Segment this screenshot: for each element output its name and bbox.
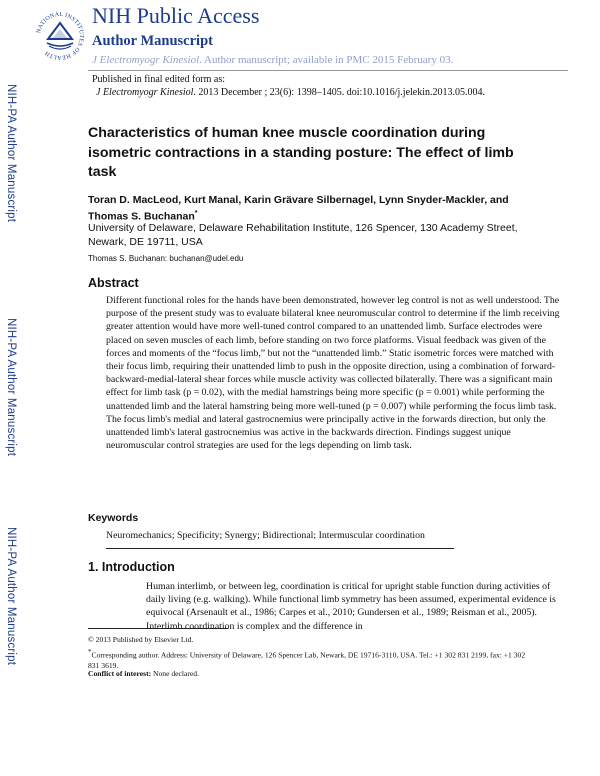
abstract-body	[106, 294, 561, 452]
seal-text: NATIONAL INSTITUTES OF HEALTH	[36, 11, 85, 61]
authors-text: Toran D. MacLeod, Kurt Manal, Karin Grävare Silbernagel, Lynn Snyder-Mackler, and Thomas S. Buchanan	[88, 194, 509, 223]
conflict-label: Conflict of interest:	[88, 669, 152, 678]
introduction-body	[146, 580, 558, 633]
sidebar-label: NIH-PA Author Manuscript	[5, 527, 17, 666]
footnote-divider	[88, 628, 228, 629]
header-subtitle: Author Manuscript	[92, 33, 213, 49]
nih-sidebar	[2, 0, 26, 776]
footnote-mark: *	[88, 648, 92, 656]
availability-text: . Author manuscript; available in PMC 2015 February 03.	[199, 54, 454, 66]
abstract-text: Different functional roles for the hands have been demonstrated, however leg control is not as well understood. The purpose of the present study was to evaluate bilateral knee neuromuscular control to determine if the limb receiving greater attention would have more well-tuned control compared to an unattended limb. Surface electrodes were placed on seven muscles of each limb, before standing on two force platforms. Visual feedback was given of the forces and moments of the “focus limb,” but not the “unattended limb.” Static isometric forces were matched with their focus limb, requiring their unattended limb to push in the opposite direction, using a combination of forward-backward-medial-lateral shear forces while muscle activity was collected bilaterally. There was a significant main effect for limb task (p = 0.02), with the medial hamstrings being more specific (p = 0.001) while performing the unattended limb and the lateral hamstring being more well-tuned (p = 0.007) while performing the focus limb task. The focus limb's medial and lateral gastrocnemius were principally active in the forwards direction, but only the unattended limb's lateral gastrocnemius was active in the backwards direction. Findings suggest unique neuromuscular control strategies are used for the legs depending on limb task.	[106, 295, 560, 452]
keywords-divider	[106, 548, 454, 549]
introduction-text: Human interlimb, or between leg, coordination is critical for upright stable function during activities of daily living (e.g. walking). While functional limb symmetry has been assumed, experimental evidence is equivocal (Arsenault et al., 1986; Carpes et al., 2010; Gundersen et al., 1989; Reisman et al., 2005). Interlimb coordination is complex and the difference in	[146, 581, 556, 632]
author-email: Thomas S. Buchanan: buchanan@udel.edu	[88, 254, 244, 263]
citation	[96, 87, 485, 98]
header-divider	[88, 70, 568, 71]
keywords-list: Neuromechanics; Specificity; Synergy; Bidirectional; Intermuscular coordination	[106, 530, 425, 541]
keywords-heading: Keywords	[88, 512, 139, 524]
citation-details: . 2013 December ; 23(6): 1398–1405. doi:10.1016/j.jelekin.2013.05.004.	[193, 87, 486, 98]
header-title: NIH Public Access	[92, 3, 260, 28]
abstract-heading: Abstract	[88, 276, 139, 290]
affiliation: University of Delaware, Delaware Rehabilitation Institute, 126 Spencer, 130 Academy Street, Newark, DE 19711, USA	[88, 222, 518, 248]
corresponding-text: Corresponding author. Address: University of Delaware, 126 Spencer Lab, Newark, DE 19716-3110, USA. Tel.: +1 302 831 2199, fax: +1 302 831 3619.	[88, 650, 526, 670]
header-availability	[92, 54, 453, 66]
journal-abbrev: J Electromyogr Kinesiol	[92, 54, 200, 66]
conflict-footnote	[88, 669, 528, 679]
sidebar-label: NIH-PA Author Manuscript	[5, 84, 17, 223]
nih-logo	[33, 9, 87, 63]
published-label: Published in final edited form as:	[92, 74, 226, 85]
sidebar-label: NIH-PA Author Manuscript	[5, 318, 17, 457]
introduction-heading: 1. Introduction	[88, 560, 175, 574]
article-title: Characteristics of human knee muscle coordination during isometric contractions in a standing posture: The effect of limb task	[88, 125, 514, 180]
conflict-text: None declared.	[153, 669, 199, 678]
corresponding-mark: *	[194, 210, 198, 217]
nih-seal-icon	[33, 9, 87, 63]
author-list	[88, 193, 548, 224]
copyright-footnote: © 2013 Published by Elsevier Ltd.	[88, 635, 194, 644]
citation-journal: J Electromyogr Kinesiol	[96, 87, 194, 98]
corresponding-footnote	[88, 647, 528, 671]
